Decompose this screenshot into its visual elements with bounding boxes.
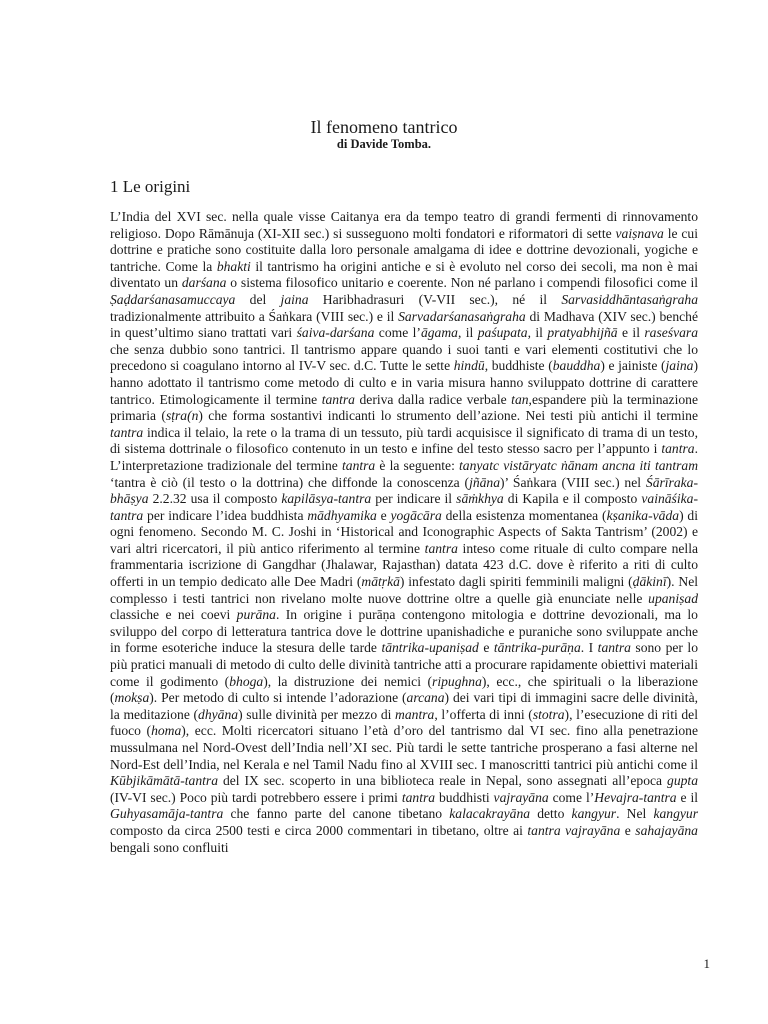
italic-term: dhyāna bbox=[198, 706, 239, 722]
body-text-run: e bbox=[478, 640, 494, 656]
body-text-run: ) hanno adottato il tantrismo come metodo di culto e in varia misura hanno sviluppato dottrine di carattere tantrico. Etimologicamente il termine bbox=[110, 358, 699, 407]
italic-term: arcana bbox=[406, 690, 445, 706]
body-text-run: , il bbox=[457, 325, 478, 341]
italic-term: jaina bbox=[280, 291, 309, 307]
italic-term: śaiva-darśana bbox=[296, 325, 375, 341]
italic-term: bhakti bbox=[216, 258, 251, 274]
italic-term: upaniṣad bbox=[648, 590, 698, 606]
body-text-run: che fanno parte del canone tibetano bbox=[223, 806, 450, 822]
body-text-run: che senza dubbio sono tantrici. Il tantrismo appare quando i suoi tanti e vari elementi costitutivi che lo precedono si coagulano intorno al IV-V sec. d.C. Tutte le sette bbox=[110, 341, 698, 374]
section-heading: 1 Le origini bbox=[110, 177, 191, 196]
body-text-run: 2.2.32 usa il composto bbox=[148, 491, 282, 507]
body-text-run: ), la distruzione dei nemici ( bbox=[263, 673, 433, 689]
italic-term: raseśvara bbox=[644, 325, 699, 341]
body-text-run: deriva dalla radice verbale bbox=[354, 391, 512, 407]
italic-term: Sarvasiddhāntasaṅgraha bbox=[561, 291, 699, 307]
italic-term: āgama bbox=[420, 325, 458, 341]
body-text-run: )’ Śaṅkara (VIII sec.) nel bbox=[500, 474, 646, 490]
body-text-run: come l’ bbox=[548, 789, 595, 805]
italic-term: ripughna bbox=[432, 673, 482, 689]
page-number: 1 bbox=[703, 956, 710, 971]
italic-term: mātṛkā bbox=[361, 574, 400, 590]
italic-term: Guhyasamāja-tantra bbox=[110, 806, 224, 822]
italic-term: sāṁkhya bbox=[456, 491, 504, 507]
italic-term: tantra vajrayāna bbox=[527, 822, 621, 838]
body-text-run: detto bbox=[530, 806, 572, 822]
body-text-run: tradizionalmente attribuito a Śaṅkara (VIII sec.) e il bbox=[110, 308, 399, 324]
italic-term: yogācāra bbox=[390, 507, 442, 523]
body-text-run: ,espandere più la terminazione primaria ( bbox=[110, 391, 698, 424]
body-text-run: o sistema filosofico unitario e coerente. Non né parlano i compendi filosofici come il bbox=[226, 275, 698, 291]
body-text-run: . Nel bbox=[616, 806, 654, 822]
body-text-run: ), l’esecuzione di riti del fuoco ( bbox=[110, 706, 698, 739]
body-text-run: come l’ bbox=[374, 325, 421, 341]
italic-term: jaina bbox=[665, 358, 694, 374]
italic-term: mantra bbox=[395, 706, 435, 722]
document-title: Il fenomeno tantrico bbox=[310, 117, 458, 137]
body-text-run: del bbox=[235, 291, 281, 307]
italic-term: hindū bbox=[453, 358, 485, 374]
document-author: di Davide Tomba. bbox=[336, 137, 432, 151]
body-text-run: del IX sec. scoperto in una biblioteca reale in Nepal, sono assegnati all’epoca bbox=[218, 773, 668, 789]
italic-term: pratyabhijñā bbox=[547, 325, 618, 341]
body-text-run: ), ecc. Molti ricercatori situano l’età d’oro del tantrismo dal VI sec. fino alla penetrazione mussulmana nel Nord-Ovest dell’India nell’XI sec. Più tardi le sette tantriche prosperano a fasi alterne nel Nord-Est dell’India, nel Kerala e nel Tamil Nadu fino al XVIII sec. I manoscritti tantrici più antichi come il bbox=[110, 723, 698, 772]
italic-term: tanyatc vistāryatc ṅānam ancna iti tantram bbox=[459, 457, 699, 473]
body-text-run: le cui dottrine e pratiche sono costituite dalla loro personale amalgama di idee e dottrine devozionali, yogiche e tantriche. Come la bbox=[110, 225, 698, 274]
italic-term: darśana bbox=[181, 275, 227, 291]
body-text-run: . L’interpretazione tradizionale del termine bbox=[110, 441, 698, 473]
body-text-run: ) dei vari tipi di immagini sacre delle divinità, la meditazione ( bbox=[110, 690, 698, 722]
body-text-run: (IV-VI sec.) Poco più tardi potrebbero essere i primi bbox=[110, 789, 402, 805]
body-text-run: e il bbox=[676, 789, 699, 805]
italic-term: stotra bbox=[532, 706, 565, 722]
body-text-run: è la seguente: bbox=[375, 457, 460, 473]
italic-term: ḍākinī bbox=[632, 574, 667, 590]
body-text-run: Haribhadrasuri (V-VII sec.), né il bbox=[308, 291, 562, 307]
italic-term: Śārīraka-bhāṣya bbox=[110, 474, 698, 507]
body-text-run: , il bbox=[527, 325, 548, 341]
body-text-run: buddhisti bbox=[435, 789, 494, 805]
body-text-run: ) che forma sostantivi indicanti lo strumento dell’azione. Nei testi più antichi il termine bbox=[198, 408, 698, 424]
italic-term: tantra bbox=[424, 540, 458, 556]
body-paragraph bbox=[110, 209, 698, 856]
body-text-run: indica il telaio, la rete o la trama di un tessuto, più tardi acquisisce il significato di trama di un testo, di sistema dottrinale o filosofico contenuto in un testo e infine del testo stesso sacro per l’appunto i bbox=[110, 424, 698, 457]
italic-term: kangyur bbox=[653, 806, 698, 822]
italic-term: sahajayāna bbox=[635, 822, 698, 838]
italic-term: vaināśika-tantra bbox=[110, 491, 698, 523]
body-text-run: , l’offerta di inni ( bbox=[434, 706, 533, 722]
italic-term: mokṣa bbox=[114, 690, 150, 706]
italic-term: kangyur bbox=[571, 806, 617, 822]
body-text-run: bengali sono confluiti bbox=[110, 839, 229, 855]
italic-term: gupta bbox=[667, 773, 698, 789]
italic-term: kalacakrayāna bbox=[449, 806, 531, 822]
italic-term: tantra bbox=[401, 789, 436, 805]
body-text-run: . I bbox=[580, 640, 598, 656]
body-text-run: inteso come rituale di culto compare nella frammentaria iscrizione di Gangdhar (Jhalawar, Rajasthan) datata 423 d.C. dove è riferito a riti di culto offerti in un tempio dedicato alle Dee Madri ( bbox=[110, 540, 699, 590]
italic-term: tantra bbox=[342, 457, 376, 473]
italic-term: vajrayāna bbox=[493, 789, 549, 805]
body-text-run: composto da circa 2500 testi e circa 2000 commentari in tibetano, oltre ai bbox=[110, 822, 528, 838]
italic-term: homa bbox=[151, 723, 182, 739]
body-text-run: classiche e nei coevi bbox=[110, 607, 237, 623]
italic-term: Hevajra-tantra bbox=[594, 789, 677, 805]
italic-term: mādhyamika bbox=[307, 507, 377, 523]
italic-term: tāntrika-upaniṣad bbox=[381, 640, 479, 656]
body-text-run: ). Nel complesso i testi tantrici non rivelano molte nuove dottrine oltre a quelle già enunciate nelle bbox=[110, 574, 698, 606]
body-text-run: della esistenza momentanea ( bbox=[441, 507, 607, 523]
body-text-run: ), ecc., che spirituali o la liberazione ( bbox=[110, 673, 698, 706]
body-text-run: e il bbox=[617, 325, 645, 341]
italic-term: tantra bbox=[110, 424, 144, 440]
italic-term: Ṣaḍdarśanasamuccaya bbox=[110, 291, 236, 307]
body-text-run: il tantrismo ha origini antiche e si è evoluto nel corso dei secoli, ma non è mai diventato un bbox=[110, 258, 698, 291]
body-text-run: ‘tantra è ciò (il testo o la dottrina) che diffonde la conoscenza ( bbox=[110, 474, 470, 490]
body-text-run: L’India del XVI sec. nella quale visse Caitanya era da tempo teatro di grandi fermenti di rinnovamento religioso. Dopo Rāmānuja (XI-XII sec.) si susseguono molti fondatori e riformatori di sette bbox=[110, 209, 698, 241]
italic-term: kapilāsya-tantra bbox=[281, 491, 372, 507]
italic-term: vaiṣnava bbox=[615, 225, 664, 241]
body-text-run: di Madhava (XIV sec.) benché in quest’ultimo siano trattati vari bbox=[110, 308, 698, 341]
body-text-run: sono per lo più pratici manuali di metodo di culto delle divinità tantriche atti a procurare rapidamente obiettivi materiali come il godimento ( bbox=[110, 640, 698, 689]
italic-term: bhoga bbox=[229, 673, 264, 689]
body-text-run: per indicare il bbox=[371, 491, 457, 507]
body-text-run: e bbox=[620, 822, 636, 838]
body-text-run: ) sulle divinità per mezzo di bbox=[238, 706, 396, 722]
body-text-run: . In origine i purāṇa contengono mitologia e dottrine devozionali, ma lo sviluppo del corpo di letteratura tantrica dove le dottrine upanishadiche e puraniche sono sviluppate anche in forme esoteriche induce la stesura delle tarde bbox=[110, 607, 698, 656]
italic-term: purāna bbox=[236, 607, 276, 623]
italic-term: kṣanika-vāda bbox=[606, 507, 680, 523]
body-text-run: ). Per metodo di culto si intende l’adorazione ( bbox=[149, 690, 407, 706]
italic-term: paśupata bbox=[477, 325, 528, 341]
italic-term: tantra bbox=[597, 640, 631, 656]
italic-term: tāntrika-purāṇa bbox=[493, 640, 581, 656]
body-text-run: , buddhiste ( bbox=[484, 358, 553, 374]
italic-term: tantra bbox=[661, 441, 695, 457]
body-text-run: ) e jainiste ( bbox=[600, 358, 666, 374]
italic-term: tantra bbox=[321, 391, 355, 407]
body-text-run: e bbox=[376, 507, 391, 523]
italic-term: Kūbjikāmātā-tantra bbox=[110, 773, 218, 789]
body-text-run: per indicare l’idea buddhista bbox=[143, 507, 308, 523]
italic-term: jñāna bbox=[469, 474, 501, 490]
body-text-run: ) infestato dagli spiriti femminili maligni ( bbox=[399, 574, 633, 590]
italic-term: tan bbox=[511, 391, 529, 407]
italic-term: sṭra(n bbox=[165, 408, 199, 424]
body-text-run: ) di ogni fenomeno. Secondo M. C. Joshi in ‘Historical and Iconographic Aspects of Sakta Tantrism’ (2002) e vari altri ricercatori, il più antico riferimento al termine bbox=[110, 507, 698, 556]
italic-term: bauddha bbox=[552, 358, 601, 374]
italic-term: Sarvadarśanasaṅgraha bbox=[398, 308, 526, 324]
body-text-run: di Kapila e il composto bbox=[503, 491, 642, 507]
